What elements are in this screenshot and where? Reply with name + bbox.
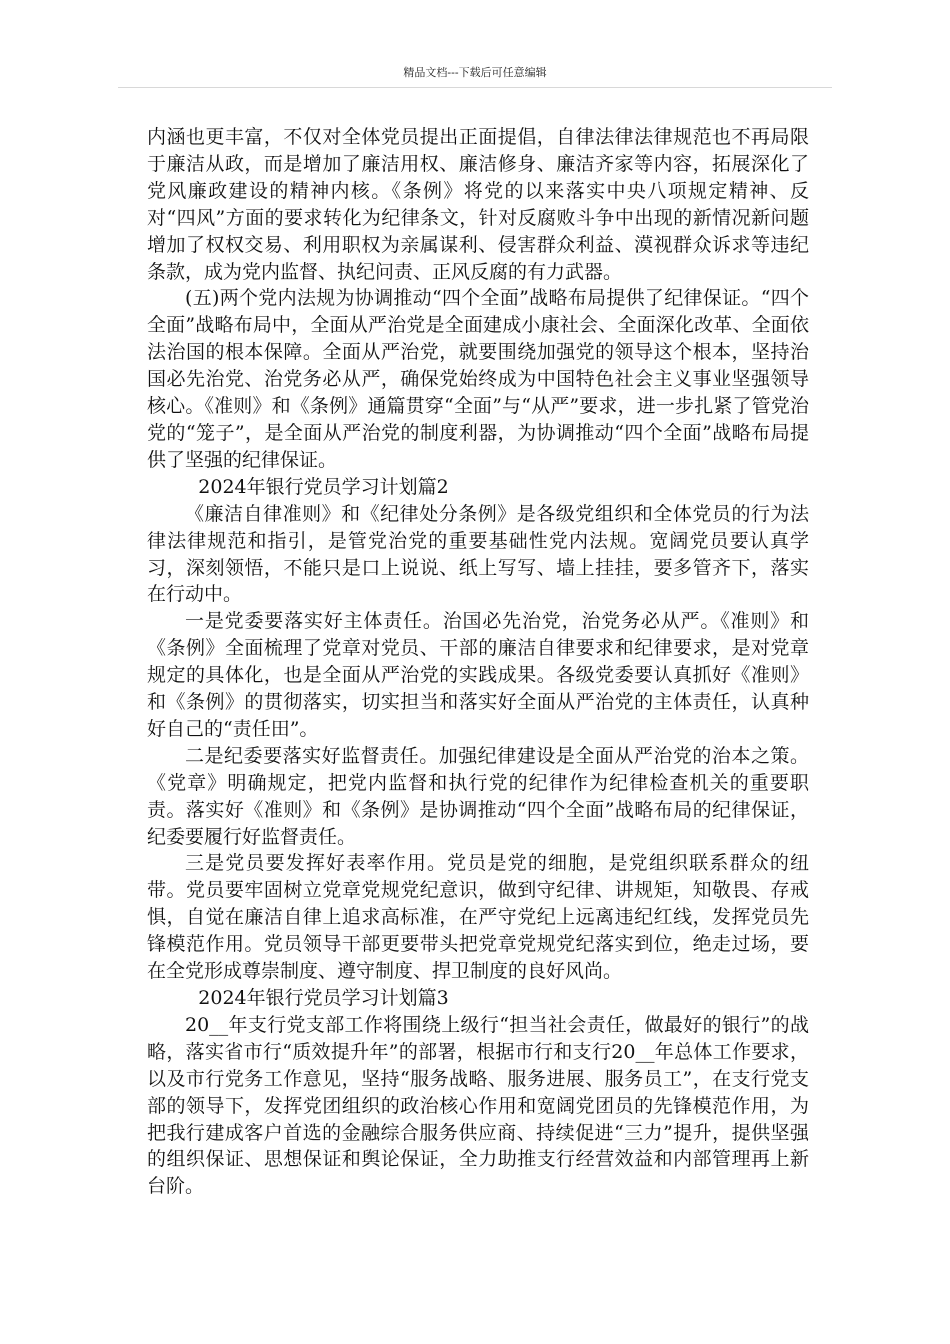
- page-header: 精品文档---下载后可任意编辑: [403, 66, 547, 79]
- section-heading-2: 2024年银行党员学习计划篇2: [198, 475, 449, 498]
- header-divider: [118, 87, 832, 88]
- paragraph-intro-2: 《廉洁自律准则》和《纪律处分条例》是各级党组织和全体党员的行为法律法律规范和指引，是管党治党的重要基础性党内法规。宽阔党员要认真学习，深刻领悟，不能只是口上说说、纸上写写、墙上挂挂，要多管齐下，落实在行动中。: [147, 502, 809, 606]
- section-heading-3: 2024年银行党员学习计划篇3: [198, 987, 449, 1009]
- paragraph-party-committee: 一是党委要落实好主体责任。治国必先治党，治党务必从严。《准则》和《条例》全面梳理了党章对党员、干部的廉洁自律要求和纪律要求，是对党章规定的具体化，也是全面从严治党的实践成果。各级党委要认真抓好《准则》和《条例》的贯彻落实，切实担当和落实好全面从严治党的主体责任，认真种好自己的“责任田”。: [147, 610, 809, 740]
- paragraph-continuation: 内涵也更丰富，不仅对全体党员提出正面提倡，自律法律法律规范也不再局限于廉洁从政，而是增加了廉洁用权、廉洁修身、廉洁齐家等内容，拓展深化了党风廉政建设的精神内核。《条例》将党的以来落实中央八项规定精神、反对“四风”方面的要求转化为纪律条文，针对反腐败斗争中出现的新情况新问题增加了权权交易、利用职权为亲属谋利、侵害群众利益、漠视群众诉求等违纪条款，成为党内监督、执纪问责、正风反腐的有力武器。: [147, 126, 809, 283]
- paragraph-discipline-committee: 二是纪委要落实好监督责任。加强纪律建设是全面从严治党的治本之策。《党章》明确规定，把党内监督和执行党的纪律作为纪律检查机关的重要职责。落实好《准则》和《条例》是协调推动“四个全面”战略布局的纪律保证，纪委要履行好监督责任。: [147, 744, 809, 848]
- paragraph-five: (五)两个党内法规为协调推动“四个全面”战略布局提供了纪律保证。“四个全面”战略布局中，全面从严治党是全面建成小康社会、全面深化改革、全面依法治国的根本保障。全面从严治党，就要围绕加强党的领导这个根本，坚持治国必先治党、治党务必从严，确保党始终成为中国特色社会主义事业坚强领导核心。《准则》和《条例》通篇贯穿“全面”与“从严”要求，进一步扎紧了管党治党的“笼子”，是全面从严治党的制度利器，为协调推动“四个全面”战略布局提供了坚强的纪律保证。: [147, 287, 809, 471]
- document-body: [147, 124, 809, 1200]
- paragraph-intro-3: 20__年支行党支部工作将围绕上级行“担当社会责任，做最好的银行”的战略，落实省市行“质效提升年”的部署，根据市行和支行20__年总体工作要求，以及市行党务工作意见，坚持“服务战略、服务进展、服务员工”，在支行党支部的领导下，发挥党团组织的政治核心作用和宽阔党团员的先锋模范作用，为把我行建成客户首选的金融综合服务供应商、持续促进“三力”提升，提供坚强的组织保证、思想保证和舆论保证，全力助推支行经营效益和内部管理再上新台阶。: [147, 1013, 809, 1198]
- paragraph-party-members: 三是党员要发挥好表率作用。党员是党的细胞，是党组织联系群众的纽带。党员要牢固树立党章党规党纪意识，做到守纪律、讲规矩，知敬畏、存戒惧，自觉在廉洁自律上追求高标准，在严守党纪上远离违纪红线，发挥党员先锋模范作用。党员领导干部更要带头把党章党规党纪落实到位，绝走过场，要在全党形成尊崇制度、遵守制度、捍卫制度的良好风尚。: [147, 852, 809, 983]
